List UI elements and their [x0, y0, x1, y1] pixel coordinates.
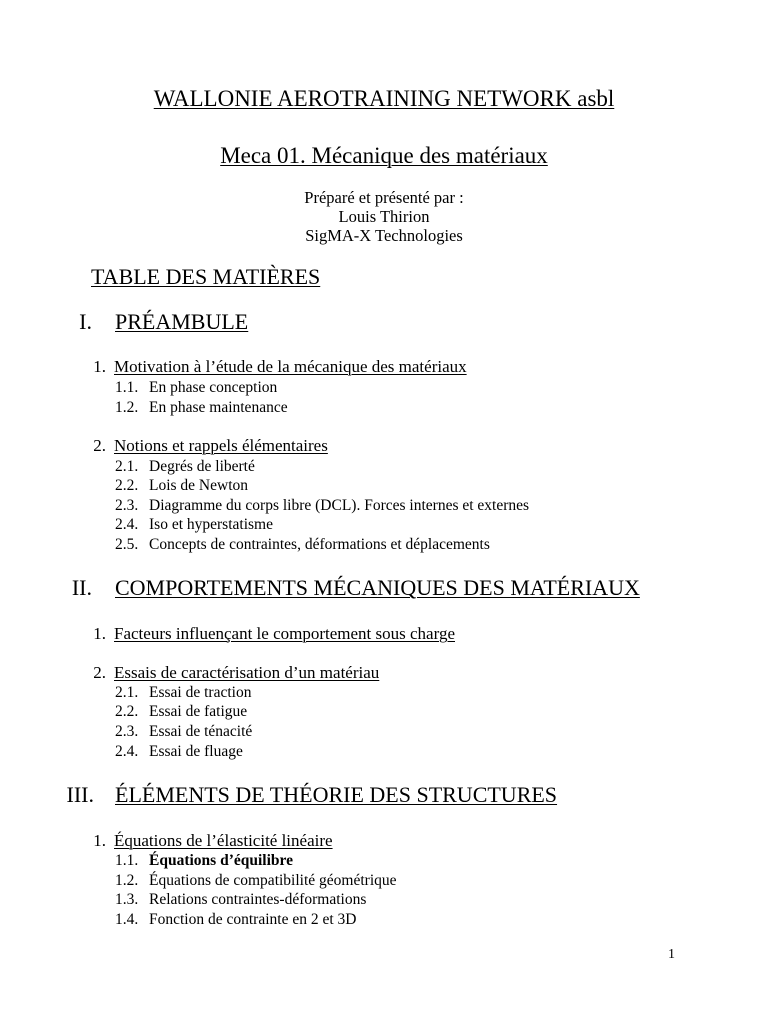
item-number: 2.2. [115, 477, 139, 494]
item-number: 2.5. [115, 536, 139, 553]
item-title: Équations de compatibilité géométrique [149, 872, 397, 889]
subsection-number: 1. [93, 357, 106, 376]
item-number: 1.1. [115, 379, 139, 396]
subsection-title: Notions et rappels élémentaires [114, 436, 328, 455]
item-number: 2.3. [115, 497, 139, 514]
prepared-by-label: Préparé et présenté par : [304, 188, 464, 207]
item-number: 1.4. [115, 911, 139, 928]
item-title: Degrés de liberté [149, 458, 255, 475]
section-title: ÉLÉMENTS DE THÉORIE DES STRUCTURES [115, 782, 558, 807]
item-number: 1.2. [115, 872, 139, 889]
subsection-title: Motivation à l’étude de la mécanique des matériaux [114, 357, 467, 376]
item-title: Relations contraintes-déformations [149, 891, 367, 908]
section-title: COMPORTEMENTS MÉCANIQUES DES MATÉRIAUX [115, 575, 640, 600]
item-title: Diagramme du corps libre (DCL). Forces internes et externes [149, 497, 530, 514]
item-title: Concepts de contraintes, déformations et déplacements [149, 536, 490, 553]
document-course-title: Meca 01. Mécanique des matériaux [220, 143, 548, 168]
item-number: 2.4. [115, 743, 139, 760]
item-title: Fonction de contrainte en 2 et 3D [149, 911, 357, 928]
item-title: Essai de fluage [149, 743, 243, 760]
item-number: 1.2. [115, 399, 139, 416]
section-number: I. [79, 309, 92, 334]
toc-title: TABLE DES MATIÈRES [91, 264, 321, 289]
item-title: Essai de fatigue [149, 703, 248, 720]
subsection-number: 1. [93, 831, 106, 850]
item-number: 1.3. [115, 891, 139, 908]
section-number: II. [71, 575, 92, 600]
item-title: En phase maintenance [149, 399, 288, 416]
item-number: 2.3. [115, 723, 139, 740]
item-number: 2.2. [115, 703, 139, 720]
section-title: PRÉAMBULE [115, 309, 249, 334]
page-number: 1 [668, 947, 675, 962]
subsection-number: 1. [93, 624, 106, 643]
subsection-title: Essais de caractérisation d’un matériau [114, 663, 380, 682]
subsection-number: 2. [93, 436, 106, 455]
item-title: Équations d’équilibre [149, 852, 293, 869]
document-org-title: WALLONIE AEROTRAINING NETWORK asbl [153, 86, 615, 111]
item-title: Essai de ténacité [149, 723, 253, 740]
item-number: 2.1. [115, 684, 139, 701]
item-title: Iso et hyperstatisme [149, 516, 273, 533]
subsection-number: 2. [93, 663, 106, 682]
item-number: 2.1. [115, 458, 139, 475]
item-number: 1.1. [115, 852, 139, 869]
item-title: Lois de Newton [149, 477, 249, 494]
subsection-title: Facteurs influençant le comportement sous charge [114, 624, 455, 643]
section-number: III. [66, 782, 94, 807]
author-name: Louis Thirion [338, 207, 430, 226]
item-title: Essai de traction [149, 684, 252, 701]
item-number: 2.4. [115, 516, 139, 533]
item-title: En phase conception [149, 379, 278, 396]
subsection-title: Équations de l’élasticité linéaire [114, 831, 333, 850]
company-name: SigMA-X Technologies [305, 226, 463, 245]
